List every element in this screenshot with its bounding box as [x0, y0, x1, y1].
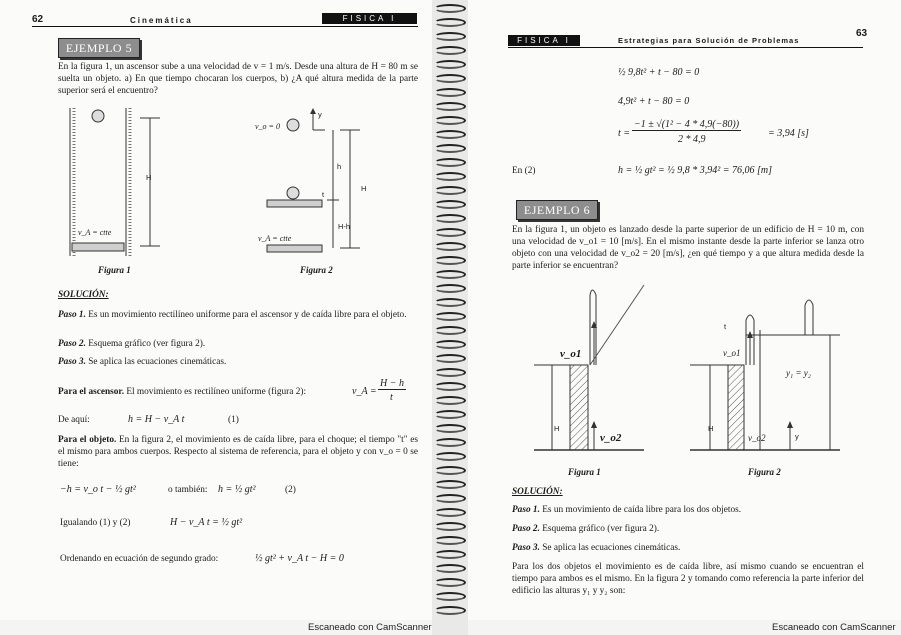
page-section-title: Estrategias para Solución de Problemas — [618, 36, 800, 45]
step-2-text: Esquema gráfico (ver figura 2). — [539, 524, 660, 534]
course-tab: FISICA I — [508, 35, 580, 46]
elevator-paragraph — [58, 386, 348, 398]
fig2-y-label: y — [318, 110, 322, 119]
binding-ring — [434, 326, 466, 335]
fig2-H-label: H — [361, 184, 367, 193]
binding-ring — [434, 438, 466, 447]
fig2-vo1-label: v_o1 — [723, 348, 741, 358]
page-number: 62 — [32, 14, 44, 25]
binding-ring — [434, 4, 466, 13]
fig2-t-label: t — [724, 322, 727, 331]
binding-ring — [434, 284, 466, 293]
equation-c-denominator: 2 * 4,9 — [678, 134, 706, 145]
binding-ring — [434, 410, 466, 419]
fig2-vo-label: v_o = 0 — [255, 122, 280, 131]
fig2-t-label: t — [322, 190, 325, 199]
step-2 — [512, 523, 864, 535]
fig1-va-label: v_A = ctte — [78, 228, 112, 237]
equation-c-numerator: −1 ± √(1² − 4 * 4,9(−80)) — [634, 119, 740, 130]
equating-label: Igualando (1) y (2) — [60, 518, 131, 528]
binding-ring — [434, 564, 466, 573]
quadratic-label: Ordenando en ecuación de segundo grado: — [60, 554, 219, 564]
scanner-watermark-left: Escaneado con CamScanner — [308, 622, 432, 633]
step-2 — [58, 338, 418, 350]
elevator-text: El movimiento es rectilíneo uniforme (figura 2): — [124, 387, 307, 397]
binding-ring — [434, 88, 466, 97]
header-rule — [508, 47, 863, 48]
step-2-text: Esquema gráfico (ver figura 2). — [85, 339, 206, 349]
binding-ring — [434, 340, 466, 349]
step-3-title: Paso 3. — [58, 357, 86, 367]
binding-ring — [434, 592, 466, 601]
page-section-title: Cinemática — [130, 16, 193, 25]
step-3-text: Se aplica las ecuaciones cinemáticas. — [539, 543, 681, 553]
fig1-caption: Figura 1 — [568, 467, 601, 477]
binding-ring — [434, 382, 466, 391]
binding-ring — [434, 144, 466, 153]
binding-ring — [434, 368, 466, 377]
equation-3: H − v_A t = ½ gt² — [170, 517, 243, 528]
step-1 — [512, 504, 864, 516]
fig1-h-label: H — [146, 173, 152, 182]
binding-ring — [434, 424, 466, 433]
course-tab: FISICA I — [322, 13, 417, 24]
step-3-text: Se aplica las ecuaciones cinemáticas. — [85, 357, 227, 367]
binding-ring — [434, 46, 466, 55]
binding-ring — [434, 60, 466, 69]
page-number: 63 — [856, 28, 868, 39]
binding-ring — [434, 480, 466, 489]
binding-ring — [434, 270, 466, 279]
fig1-caption: Figura 1 — [98, 265, 131, 275]
spiral-binding — [432, 0, 468, 635]
final-paragraph: Para los dos objetos el movimiento es de caída libre, así mismo cuando se encuentran el tiempo para ambos es el mismo. En la figura 2 y tomando como referencia la parte inferior del edificio las alturas y₁ y y₂ son: — [512, 562, 864, 596]
fig2-vo2-label: v_o2 — [748, 433, 766, 443]
binding-ring — [434, 214, 466, 223]
binding-ring — [434, 536, 466, 545]
binding-ring — [434, 452, 466, 461]
equation-2b: h = ½ gt² — [218, 484, 256, 495]
binding-ring — [434, 242, 466, 251]
binding-ring — [434, 396, 466, 405]
step-3 — [58, 356, 418, 368]
equation-c-result: = 3,94 [s] — [768, 128, 809, 139]
equation-4: ½ gt² + v_A t − H = 0 — [255, 553, 344, 564]
header-rule — [32, 26, 418, 27]
binding-ring — [434, 578, 466, 587]
binding-ring — [434, 298, 466, 307]
equation-b: 4,9t² + t − 80 = 0 — [618, 96, 690, 107]
example-heading: EJEMPLO 6 — [516, 200, 598, 220]
binding-ring — [434, 186, 466, 195]
binding-ring — [434, 228, 466, 237]
problem-statement: En la figura 1, un ascensor sube a una velocidad de v = 1 m/s. Desde una altura de H = 80 m se suelta un objeto. a) En que tiempo chocaran los cuerpos, b) ¿A qué altura medida de la parte superior será el encuentro? — [58, 62, 418, 96]
example-heading: EJEMPLO 5 — [58, 38, 140, 58]
figure-1-diagram — [534, 285, 644, 460]
right-page — [468, 0, 901, 620]
equation-2a: −h = v_o t − ½ gt² — [60, 484, 136, 495]
problem-statement: En la figura 1, un objeto es lanzado desde la parte superior de un edificio de H = 10 m, con una velocidad de v_o1 = 10 [m/s]. En el mismo instante desde la parte inferior se lanza otro objeto con una velocidad de v_o2 = 20 [m/s], ¿en qué tiempo y a que altura medida desde la parte inferior se encuentran? — [512, 225, 864, 271]
step-2-title: Paso 2. — [58, 339, 86, 349]
step-3 — [512, 542, 864, 554]
fig2-Hh-label: H-h — [338, 222, 351, 231]
binding-ring — [434, 116, 466, 125]
step-2-title: Paso 2. — [512, 524, 540, 534]
binding-ring — [434, 522, 466, 531]
step-1-text: Es un movimiento de caída libre para los dos objetos. — [539, 505, 742, 515]
equation-c-lhs: t = — [618, 128, 631, 139]
elevator-eq-denominator: t — [390, 392, 393, 403]
binding-ring — [434, 312, 466, 321]
equation-d: h = ½ gt² = ½ 9,8 * 3,94² = 76,06 [m] — [618, 165, 773, 176]
also-label: o también: — [168, 485, 208, 495]
solution-heading: SOLUCIÓN: — [512, 487, 563, 497]
solution-heading: SOLUCIÓN: — [58, 290, 109, 300]
object-paragraph — [58, 434, 418, 470]
step-1-title: Paso 1. — [512, 505, 540, 515]
object-text: En la figura 2, el movimiento es de caída libre, para el choque; el tiempo "t" es el mismo para ambos cuerpos. Respecto al sistema de referencia, para el objeto y con v_o = 0 se tiene: — [58, 435, 418, 469]
binding-ring — [434, 74, 466, 83]
step-1-text: Es un movimiento rectilíneo uniforme para el ascensor y de caída libre para el objeto. — [85, 310, 407, 320]
fig1-vo2-label: v_o2 — [600, 432, 622, 444]
binding-ring — [434, 102, 466, 111]
scanner-watermark-right: Escaneado con CamScanner — [772, 622, 896, 633]
elevator-eq-lhs: v_A = — [352, 386, 377, 397]
fig2-y-label: y — [795, 432, 799, 441]
fig2-y1y2-label: y₁ = y₂ — [786, 368, 811, 378]
equation-2-number: (2) — [285, 485, 296, 495]
left-page — [0, 0, 432, 620]
binding-ring — [434, 172, 466, 181]
binding-ring — [434, 606, 466, 615]
binding-ring — [434, 354, 466, 363]
binding-ring — [434, 550, 466, 559]
fig2-caption: Figura 2 — [748, 467, 781, 477]
figure-1-diagram — [60, 108, 170, 268]
in-2-label: En (2) — [512, 166, 536, 176]
object-title: Para el objeto. — [58, 435, 117, 445]
binding-ring — [434, 18, 466, 27]
fig1-h-label: H — [554, 424, 560, 433]
fig2-h-label: h — [337, 162, 342, 171]
equation-a: ½ 9,8t² + t − 80 = 0 — [618, 67, 700, 78]
fig2-caption: Figura 2 — [300, 265, 333, 275]
binding-ring — [434, 200, 466, 209]
binding-ring — [434, 466, 466, 475]
binding-ring — [434, 508, 466, 517]
step-3-title: Paso 3. — [512, 543, 540, 553]
equation-1: h = H − v_A t — [128, 414, 185, 425]
fig2-h-label: H — [708, 424, 714, 433]
equation-1-number: (1) — [228, 415, 239, 425]
binding-ring — [434, 32, 466, 41]
step-1-title: Paso 1. — [58, 310, 86, 320]
binding-ring — [434, 158, 466, 167]
binding-ring — [434, 130, 466, 139]
binding-ring — [434, 494, 466, 503]
binding-ring — [434, 256, 466, 265]
step-1 — [58, 309, 418, 321]
from-here-label: De aquí: — [58, 415, 90, 425]
elevator-eq-numerator: H − h — [380, 378, 404, 389]
elevator-title: Para el ascensor. — [58, 387, 125, 397]
fig1-vo1-label: v_o1 — [560, 348, 582, 360]
fig2-va-label: v_A = ctte — [258, 234, 292, 243]
